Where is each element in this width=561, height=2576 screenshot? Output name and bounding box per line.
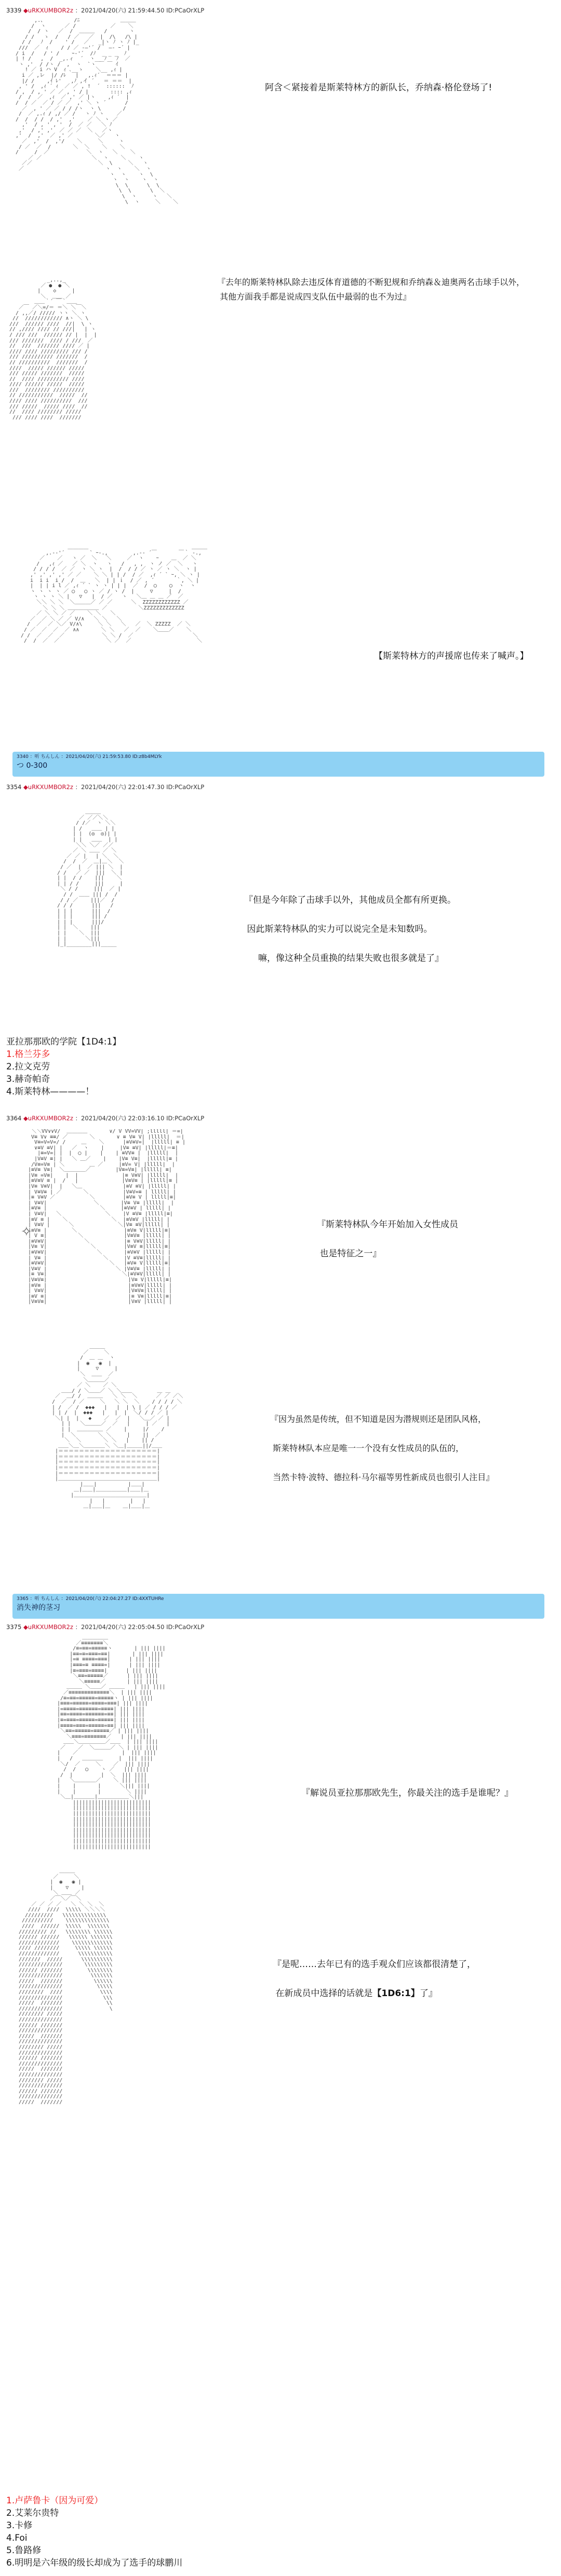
narration-text: 『但是今年除了击球手以外，其他成员全都有所更换。 因此斯莱特林队的实力可以说完全是未知数吗。 嘛，像这种全员重换的结果失败也很多就是了』 (244, 895, 456, 964)
list-item-selected: 1.卢萨鲁卡（因为可爱） (6, 2496, 103, 2506)
post-number[interactable]: 3339 (6, 7, 22, 14)
narration-text: 『因为虽然是传统，但不知道是因为潜规则还是团队风格， 斯莱特林队本应是唯一一个没有女性成员的队伍的， 当然卡特·波特、德拉科·马尔福等男性新成员也很引人注目』 (270, 1414, 495, 1482)
dialog-part: 了』 (419, 1988, 437, 1999)
post-number[interactable]: 3375 (6, 1623, 22, 1631)
post-meta: ：2021/04/20(六) 22:05:04.50 ID:PCaOrXLP (75, 1623, 205, 1631)
sparkle-icon: ✧ (21, 1224, 32, 1240)
ascii-art-figure: ＿＿＿ ／ ＼ | ◉ ◉ | | ▽ | ＼ ＿＿ ／ ／￣＼／￣＼ ／ ／ ／ ／ ＼ ＼ ＼ ＼ //// //// \\\\\ ＼＼＼＼ ///////// \\\\\\\\\\\\\\ ////////// \\\\\\\\\\\\\\ //// ////// \\\\\ \\\\\\\ ///////// // \\\\\\\\ \\\\\\ ////// ////// \\\\\\ \\\\\\\ ///////////// \\\\\\\\\\\\\ //// //////// \\\\\ \\\\\\ ///////////// \\\\\\\\\\\ /////// ///// \\\\\\\\\\ ////////////// \\\\\\\\\ ////// /////// \\\\\\\\ ////////////// \\\\\\\ ///// /////// \\\\\\ ////////////// \\\\\ //////// //// \\\\ ////////////// \\\ ///// /////// \\ ////////////// \ //////// ///// ////////////// ////// /////// ////////////// ///// /////// ////////////// //////// ///// ////////////// ////// /////// ////////////// ///// /////// ////////////// //////// ///// ////////////// ////// /////// ////////////// ///// /////// (19, 1869, 113, 2105)
post-number[interactable]: 3364 (6, 1115, 22, 1122)
ascii-art-figure: ,.、 /ﾆ ＿＿＿ / ヽ ／ / ／ ＼ / / ヽ ／ / ＿＿＿ / ヽ / / ゝ / / ／ ／ | /\ /\ | / / ﾉ / ' / ／ _|ヽ ﾉ ヽ ﾉ |_ /// ／ ｨ / / ／ -―'´ /｀ ―‐ ｰ´ | / i / / ' / ｰ‐'´ /ﾉ _ _ _ ﾉ | ! / , / _,.ィ ´ ヽ__ ﾉ ﾉ ／ ヽ ,' / /ヽ / , ヽ `ヽ ￣ ￣ ｲ ! ／ i ハ V ｨ ､__ゝ ＼__ ,ｨ | i ／ ,レ |/ /ﾚ | ,.ｨ´ ＝＝＝ | |/ / ,ｲ ﾚ' ,ﾉ ,イ ´ ＝ ＝＝ | , ' / ,ｨ ´ ｨ ／ ／ , ! ´ :::::: ﾉ / , / , ' ／ ／ , ' / | :::: ,ｨ / / ／ ,ｨ ／ ,' ／ |ヽ ,ｨ ´ | / / ／ ／ / ／ ／ ,' ＼ ヽ ´ / ／ , ' ／ ／ / / /ヽ ヽ \ / / ／ ,.ｨ / ,/ ／ / ヽ ﾉ ヽ ／ / / / / / ,' ,' ／ ＼ ヽ ／ ,' / , ' , ' / ／ ／ ＼ ﾉ ,' / ,' ,' ／ ／ ／ ＼ ／ヽ ,' / ,' ／ ,' ／ ＼／ ヽ ／ ,' / ,'/ ＼ ＼ ヽ / ／ ／ / ＼ ＼ ＼ ＼ / / ／ ＼ ヽ ＼ ＼ ／ ／ ＼ ヽ ＼ ヽ ／／ ＼ \ ＼ ヽ ／ ヽ ヽ ＼ ヽ ヽ ヽ ヽ \ ヽ ヽ ヽ ヽ \ \ \ \ \ \ \ ＼ \ ヽ ヽ ＼ \ ヽ ＼ ＼ (16, 18, 178, 205)
dice-result-box (12, 1594, 544, 1619)
list-title: 亚拉那那欧的学院【1D4:1】 (6, 1037, 122, 1047)
list-item: 3.赫奇帕奇 (6, 1074, 50, 1084)
dice-header: 3340 ：听 ちんしん ：2021/04/20(六) 21:59:53.80 ID:z8b4MLYk (17, 754, 162, 760)
dialog-part: 『是呢……去年已有的选手观众们应该都很清楚了， 在新成员中选择的话就是 (273, 1959, 476, 1999)
post-meta: ：2021/04/20(六) 22:01:47.30 ID:PCaOrXLP (75, 783, 205, 791)
narration-text (273, 1957, 476, 2001)
list-item: 2.拉文克劳 (6, 1062, 50, 1072)
narration-text: 『斯莱特林队今年开始加入女性成员 也是特征之一』 (317, 1219, 458, 1259)
list-item: 2.艾莱尔贵特 (6, 2508, 59, 2518)
post-header (6, 783, 204, 791)
dice-result: 消失神的茎习 (17, 1604, 60, 1612)
ascii-art-figure: ＼＼VV∨∨V/ ＿＿＿＿ ∨/ V VV=VV| ;lllll| ＝=| V≡ V∨ ≡≡/ ／ ＼ ∨ ≡ V≡ V| |lllll| ＝| V≡=V=V=/ / ＿ ＼ |≡V≡V=| |lllll| ≡ | ∨≡V ≡V| | ／ ヽ | |V≡ ≡V| |lllll|＝≡| |≡=V=| | | ◯ | | | ≡VV≡ | |lllll| | |V≡V ≡| | ＼ ＿／ | |V≡ V≡| |lllll|≡ | /V≡=V≡ | ＼ ＿ ／ |≡V= V| |lllll| | |≡V≡ V≡| ＼＿＿＿＿／ |V≡=V≡| |lllll| ≡| |V≡ =V≡| | | |≡ V≡V| |lllll| | |≡V≡V ≡ | / | |V≡V≡ | |lllll|≡ | |V≡ V≡V| | ＼＿ |≡V ≡V| |lllll| | | V≡V≡ | ／ ＼ |V≡V=≡ | lllll| | |≡ V≡V ／ ＼ |≡V≡ V | lllll|≡| | V≡V| ＼ |V≡ V≡ |lllll| | |≡V≡ | ＼ |≡V≡V | lllll| | | V≡V| ＼ ＼ |V ≡V≡ |lllll|≡| |≡V ≡ | ＼ ＼ |≡V≡V |lllll| | | V≡V | ＼ ＼|V≡ ≡V|lllll| | |≡V≡ | ＼ |≡V≡ V|lllll|≡| | V ≡| ＼ |V≡V≡ |lllll| | |≡V≡V| ＼ |≡ V≡V|lllll| | |V≡ V| ＼ |V≡V ≡|lllll|≡| |≡V≡V| ＼ |≡V≡V |lllll| | | V≡ | ＼ |V ≡V≡|lllll| | |≡V≡V| ＼ |≡V≡ V|lllll|≡| |V≡V | ＼ |V≡V≡ |lllll| | |≡ V≡| ＼|≡V≡V|lllll| | |V≡V≡| |V≡ V|lllll|≡| |≡V≡ | |≡V≡V|lllll| | | V≡V| |V≡V≡|lllll| | |≡V ≡| |≡ V≡|lllll|≡| |V≡V≡| |V≡V |lllll| | (28, 1129, 185, 1305)
poster-name: ◆uRKXUMBOR2z (23, 7, 73, 14)
dice-result-box (12, 752, 544, 777)
list-item-selected: 1.格兰芬多 (6, 1049, 50, 1060)
dice-choice-list (6, 2494, 182, 2569)
list-item: 3.卡修 (6, 2520, 33, 2531)
dice-result: つ 0-300 (17, 762, 48, 770)
list-item: 4.斯莱特林————！ (6, 1087, 95, 1097)
post-header (6, 6, 204, 15)
ascii-art-figure: ＿＿＿ ／ ／／＼＼ / /／ ヽ ＼＼ | / ＿＿ | | | | (◎ ◎)| | | | ＿＿ | | ＼＼ ＼／ ／／ ／ ＼ ＿＿ ／ ＼ ／ ／ | | ＼ ＼ / / ／ ＿|＿＼ ＼ / ／ | ／ ||| ＼ | / / ／ ／ ||| ＼ | | | / / ||| ＼ | | / / ||| | ＼ / / ||| ／ | / / ＿＿ ||| / / / / ／ |||／ / / / / ||| / | | | ||| / | | | ||| / | | | |||/ | | ＼ ||| | | ＼ ||| | | ＼||| |_|________|||_____ (57, 810, 124, 947)
narration-text: 『去年的斯莱特林队除去违反体育道德的不断犯规和乔纳森＆迪奥两名击球手以外， 其他方面我手都是说成四支队伍中最弱的也不为过』 (217, 277, 525, 302)
list-item: 6.明明是六年级的级长却成为了选手的球鹏川 (6, 2558, 183, 2568)
narration-text: 『解说员亚拉那那欧先生，你最关注的选手是谁呢？』 (301, 1788, 513, 1798)
ascii-art-figure: _,..,_ ／ ● ● ＼ | ◇ | ＼ ＿＿ ／ ＿＿｀´ ￣｀＿＿ ／￣ ／＼=/＝ ＝＼ ＼￣＼ / ,,／/ ///// ヽヽ ＼ ヽ // //////////// ∧ヽ ＼ \ /// ////// //// //| \ ヽ // ,//// //// // ///| | ヽ / /// /// ////// // | | | /// /////// //// / /// ／ // /// /////// //// ／ | //// //// ///////// /// / /// ////////// /////// / // ////////// /////// / //// ///// ////// ///// /// ///// /////// ///// // //// ////////// //// //// ////// ///// ///// /// //////// ////////// // /////////// ///// // //// //// ////////// /// /// ///// ///// //// // // //// //////// ///// /// //// //// /////// (9, 278, 97, 421)
post-number[interactable]: 3354 (6, 783, 22, 791)
narration-text: 【斯莱特林方的声援席也传来了喊声。】 (374, 651, 529, 661)
poster-name: ◆uRKXUMBOR2z (23, 783, 73, 791)
narration-text: 阿含＜紧接着是斯莱特林方的新队长，乔纳森·格伦登场了! (265, 83, 492, 93)
post-meta: ：2021/04/20(六) 21:59:44.50 ID:PCaOrXLP (75, 7, 205, 14)
ascii-art-figure: ＿＿＿ ／ ＼ / ＿ ＿ ヽ | ◉ ◉ | | ▽ | ＼ ＿＿ ／ ＼＿＿＿／ ／ ＼ ／ ＼ ＿＿/ / ＼＿＿／ ＼ ＼＿＿ ＿ ＿ ／ ＿/ / ＿＿＿ ＼ ＼ ＼ ／ ／ ／＼ / ／ / ／ ＼ ＼ ＼ ＼ / / / / ＼ | / ／ / ◆◆◆ | | | \ | ／ / / / ／ | | / | ◆◆◆ | | | ＼/ / / ／ | ＼| | | ◆ ／ ／ | ＼＿／ ／ | | | ＼＿＿＿／ ／ | | ／ | | | ＿＿＿＿＿ ／ | |/ / | ＼ ＼ ＼ | || ／ ＼ ＼ ＼ ＼ | || / ＿＿＼＿＼＿＿＿＿＼ ＼＿|＿＿＿||/＿＿ |＝＝＝＝＝＝＝＝＝＝＝＝＝＝＝＝＝＝＝| |＝＝＝＝＝＝＝＝＝＝＝＝＝＝＝＝＝＝＝| |＝＝＝＝＝＝＝＝＝＝＝＝＝＝＝＝＝＝＝| |＝＝＝＝＝＝＝＝＝＝＝＝＝＝＝＝＝＝＝| |＝＝＝＝＝＝＝＝＝＝＝＝＝＝＝＝＝＝＝| |＿＿＿＿＿＿＿＿＿＿＿＿＿＿＿＿＿＿＿| |＿＿| |＿＿| ＿|＿＿|＿＿＿＿＿＿|＿＿|＿ |＿＿＿＿＿＿＿＿＿＿＿＿＿＿| | | | | ＿|＿＿|＿ ＿|＿＿|＿ (52, 1345, 183, 1510)
list-item: 4.Foi (6, 2533, 28, 2543)
dice-choice-list (6, 1036, 121, 1098)
dice-notation: 【1D6:1】 (372, 1988, 420, 1999)
ascii-art-crowd: ＿＿＿＿ ＿＿＿ ,.-‐'´ ` ｰ-., ,.-‐ ´￣ ￣｀ -., ／ ／ ヽ ／ ＼ ＼ ／ ヽ ｰ ＿ ／ ＼ / ,ｨ ／ ／ ＼ ヽ ヽ / , , ヽ ノ ／ ＼ ヽ / / / / ／ ／ ヽ ＼ ヽ | / / / ／ ヽ ／ ヽ ＼ ヽ | ,' ,' ,' ,' ／ ／ ＼ ＼ | | / / ／ ,ｨ ´ ` ｰ, ＼ ヽ | i i i i / / ＿ ＼ | | ｉ / ／ , ´ ｀, ＼ | | | | i l ／ ,ｨ ´ ` ヽ ヽ | | | ／ / ◯ ◯ ヽ ヽ ヽ ヽ ヽ ヽ ／ ◯ ◯ ヽ ／ / ヽ / | ▽ | / ヽ ヽ ヽ ＼ | ▽ | / ／ ヽ ＼＿ ＿ ＿ ／ ／ ＼＼ ＼ ＼ ＼＿＿＿／ ／ ／ ＼ ZZZZZZZZZZZZ ／ ＼ ＼ ＼ ＿＿＿＿＿＿ ／ ＼ZZZZZZZZZZZZZ ／ ＼ ＼ ／ ／ ＼ ＼ ＼ ／ ／ ＼ ／ ／ V/∧ ＼ ＼ ＼ / ／ ／ ＼／ V/∧\ ＼ ＼ ＼ ／ ＼ ZZZZZ ／ ＼ / ／ ／ ／ ／ ∧∧ ＼ ＼ ／ ／ ＼＿＿／ ＼ / / ／ ／ ／ ＼ ＼ / ／ ＼ / / ／ ／ ＼ ／ ／ ＼ (21, 545, 207, 644)
post-meta: ：2021/04/20(六) 22:03:16.10 ID:PCaOrXLP (75, 1115, 205, 1122)
list-item: 5.鲁路修 (6, 2545, 42, 2556)
dice-header: 3365 ：听 ちんしん ：2021/04/20(六) 22:04:27.27 ID:4XXTUHRe (17, 1596, 164, 1602)
poster-name: ◆uRKXUMBOR2z (23, 1115, 73, 1122)
ascii-art-figure: ＿＿＿＿＿ ／≡≡≡≡≡≡≡＼ /≡=≡≡=≡≡≡≡≡ヽ | ||| |||| |≡≡=≡=≡≡≡=≡≡| | ||| |||| |=≡ ≡≡≡≡=≡≡≡| | ||| |||| |≡≡≡=≡ ≡≡≡≡=| | ||| |||| |≡=≡≡≡=≡≡≡≡| | ||| |||| ＼≡≡=≡≡≡≡≡／ | ||| |||| ＼≡≡≡≡≡／ | ||| |||| ＿＿＿ ＼＿＿／ ＿＿＿ | ||| |||| ／≡≡≡≡≡≡≡≡≡≡≡≡≡＼ | ||| |||| /≡=≡≡=≡≡≡≡≡=≡≡≡≡≡ヽ | ||| |||| |≡≡≡=≡≡≡≡≡=≡≡≡≡=≡≡≡| ||| |||| |=≡≡≡≡=≡≡≡≡≡≡=≡≡≡≡| ||| |||| |≡≡=≡≡≡≡=≡≡≡≡≡≡=≡≡| ||| |||| |≡=≡≡≡=≡≡≡≡≡=≡≡≡≡≡| ||| |||| |≡≡≡≡=≡≡≡=≡≡≡≡≡=≡≡| ||| |||| ＼≡≡=≡≡≡≡≡=≡≡≡≡≡／ | ||| |||| ＼≡≡≡=≡≡≡≡≡≡≡／ | ||| |||| ＿＿＼＿＿＿＿＿／＿＿ | ||| |||| ／ ／ ＼＿＿＿／ ＼ | ||| |||| | ／ | ||| |||| | / ＿＿＿＿ | ||| |||| ＼/ ／ ＼ ／ ||| |||| / / ◯ ヽ ／ ||| |||| / | | ＼ ||| |||| | ＼＿＿＿＿／ ＼ ||| |||| | | | ＼||| |||| | | | ＼ |||| ＼＿|＿＿＿＿|＿＿＿＿＿＿＼||| ||||||||||||||||||||||||| ||||||||||||||||||||||||| ||||||||||||||||||||||||| ||||||||||||||||||||||||| ||||||||||||||||||||||||| ||||||||||||||||||||||||| ||||||||||||||||||||||||| ||||||||||||||||||||||||| ||||||||||||||||||||||||| (57, 1635, 166, 1850)
poster-name: ◆uRKXUMBOR2z (23, 1623, 73, 1631)
post-header (6, 1114, 204, 1122)
post-header (6, 1623, 204, 1631)
